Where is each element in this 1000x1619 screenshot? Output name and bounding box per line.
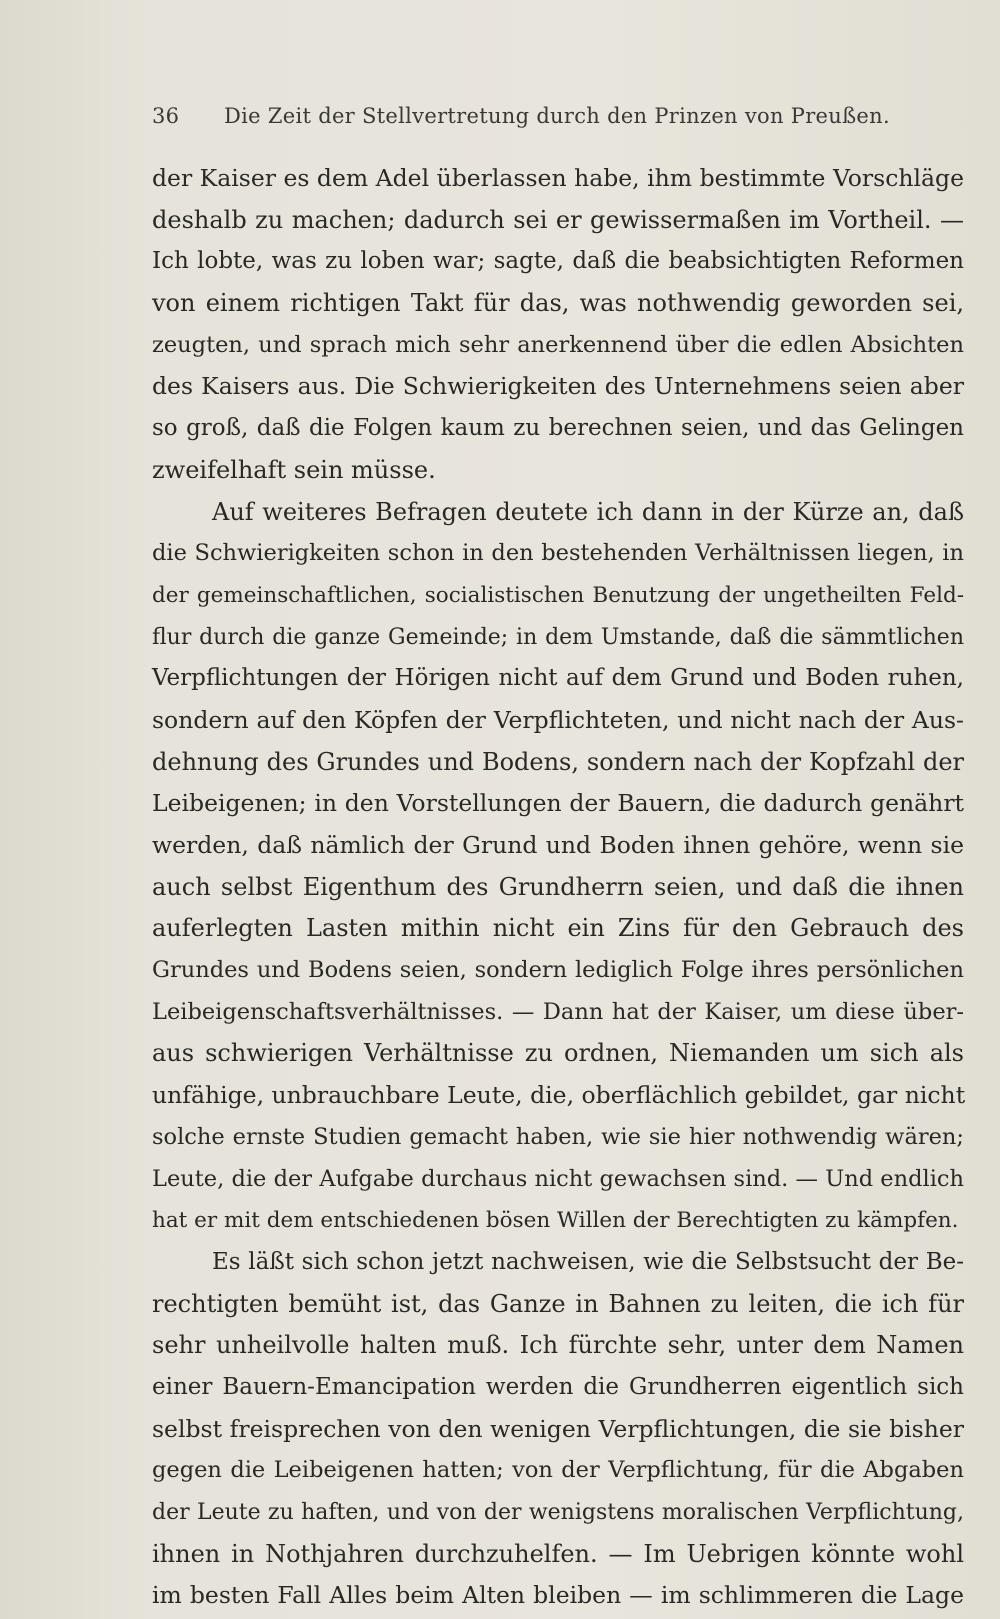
text-line: zeugten, und sprach mich sehr anerkennend über die edlen Absichten	[152, 331, 964, 358]
text-line: Leute, die der Aufgabe durchaus nicht gewachsen sind. — Und endlich	[152, 1165, 964, 1192]
text-line: deshalb zu machen; dadurch sei er gewissermaßen im Vortheil. —	[152, 205, 964, 234]
paragraph-end-line: zweifelhaft sein müsse.	[152, 455, 436, 484]
text-line: der gemeinschaftlichen, socialistischen Benutzung der ungetheilten Feld-	[152, 582, 964, 608]
text-line: im besten Fall Alles beim Alten bleiben — im schlimmeren die Lage	[152, 1581, 964, 1610]
text-line: unfähige, unbrauchbare Leute, die, oberflächlich gebildet, gar nicht	[152, 1081, 966, 1110]
text-line: Grundes und Bodens seien, sondern lediglich Folge ihres persönlichen	[152, 957, 964, 984]
text-line: gegen die Leibeigenen hatten; von der Verpflichtung, für die Abgaben	[152, 1457, 964, 1484]
text-line: Leibeigenschaftsverhältnisses. — Dann hat der Kaiser, um diese über-	[152, 998, 964, 1025]
text-line: auch selbst Eigenthum des Grundherrn seien, und daß die ihnen	[152, 872, 964, 901]
text-line: sondern auf den Köpfen der Verpflichteten, und nicht nach der Aus-	[152, 705, 964, 734]
text-line: solche ernste Studien gemacht haben, wie sie hier nothwendig wären;	[152, 1123, 964, 1150]
text-line: so groß, daß die Folgen kaum zu berechnen seien, und das Gelingen	[152, 415, 964, 442]
text-line: Leibeigenen; in den Vorstellungen der Bauern, die dadurch genährt	[152, 789, 964, 818]
text-line: ihnen in Nothjahren durchzuhelfen. — Im Uebrigen könnte wohl	[152, 1539, 964, 1568]
running-head-title: Die Zeit der Stellvertretung durch den Prinzen von Preußen.	[224, 104, 890, 128]
text-line: der Kaiser es dem Adel überlassen habe, ihm bestimmte Vorschläge	[152, 164, 964, 192]
text-line: sehr unheilvolle halten muß. Ich fürchte sehr, unter dem Namen	[152, 1331, 964, 1360]
body-text	[152, 158, 964, 1617]
text-line: Verpflichtungen der Hörigen nicht auf dem Grund und Boden ruhen,	[152, 665, 964, 692]
text-line: der Leute zu haften, und von der wenigstens moralischen Verpflichtung,	[152, 1500, 964, 1525]
text-line: flur durch die ganze Gemeinde; in dem Umstande, daß die sämmtlichen	[152, 624, 964, 650]
text-line: auferlegten Lasten mithin nicht ein Zins für den Gebrauch des	[152, 914, 964, 943]
text-line: Ich lobte, was zu loben war; sagte, daß die beabsichtigten Reformen	[152, 248, 964, 275]
text-line: die Schwierigkeiten schon in den bestehenden Verhältnissen liegen, in	[152, 540, 964, 567]
text-line: werden, daß nämlich der Grund und Boden ihnen gehöre, wenn sie	[152, 831, 964, 859]
text-line: aus schwierigen Verhältnisse zu ordnen, Niemanden um sich als	[152, 1039, 964, 1068]
paragraph-start-line: Es läßt sich schon jetzt nachweisen, wie die Selbstsucht der Be-	[212, 1248, 964, 1275]
running-head	[152, 104, 964, 128]
text-line: von einem richtigen Takt für das, was nothwendig geworden sei,	[152, 289, 964, 318]
text-line: des Kaisers aus. Die Schwierigkeiten des Unternehmens seien aber	[152, 372, 964, 401]
text-line: dehnung des Grundes und Bodens, sondern nach der Kopfzahl der	[152, 747, 964, 776]
paragraph-end-line: hat er mit dem entschiedenen bösen Willen der Berechtigten zu kämpfen.	[152, 1208, 959, 1234]
page-number: 36	[152, 104, 180, 128]
text-line: selbst freisprechen von den wenigen Verpflichtungen, die sie bisher	[152, 1414, 964, 1443]
text-line: einer Bauern-Emancipation werden die Grundherren eigentlich sich	[152, 1373, 964, 1400]
paragraph-start-line: Auf weiteres Befragen deutete ich dann in der Kürze an, daß	[212, 497, 964, 526]
text-line: rechtigten bemüht ist, das Ganze in Bahnen zu leiten, die ich für	[152, 1289, 964, 1318]
